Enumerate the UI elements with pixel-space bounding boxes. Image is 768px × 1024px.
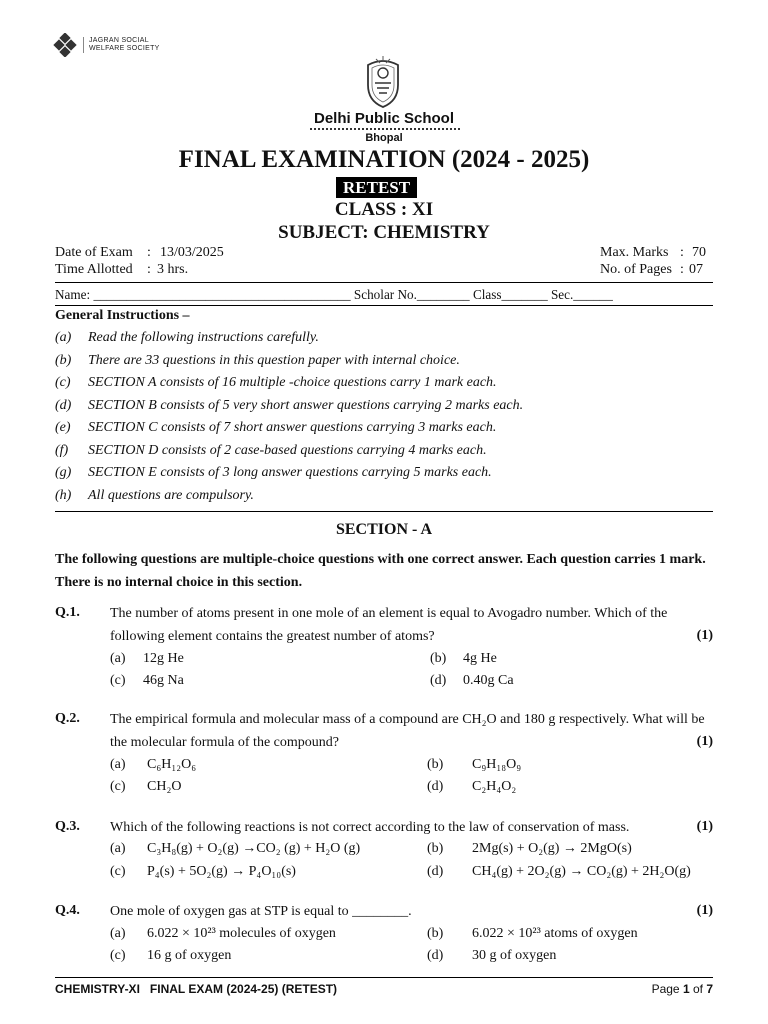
option-label: (d): [427, 948, 444, 963]
footer-divider: [55, 977, 713, 978]
time-label: Time Allotted: [55, 262, 133, 277]
exam-title: FINAL EXAMINATION (2024 - 2025): [178, 146, 590, 173]
option-text: CH₄(g) + 2O₂(g) → CO₂(g) + 2H₂O(g): [472, 864, 691, 879]
question-marks: (1): [696, 903, 713, 918]
option-label: (b): [427, 841, 444, 856]
option-label: (c): [110, 779, 126, 794]
time-value: 3 hrs.: [157, 262, 189, 277]
divider: [55, 282, 713, 283]
pages-value: 07: [689, 262, 703, 277]
school-name: Delhi Public School: [313, 110, 455, 127]
option-text: CH₂O: [147, 779, 182, 794]
subject-label: SUBJECT: CHEMISTRY: [278, 222, 490, 243]
question-text: Which of the following reactions is not correct according to the law of conservation of mass.: [110, 820, 630, 835]
option-label: (a): [110, 651, 126, 666]
question-text: The number of atoms present in one mole of an element is equal to Avogadro number. Which of the following element contains the greatest number of atoms?: [110, 606, 668, 644]
question-number: Q.4.: [55, 903, 80, 918]
divider: [55, 511, 713, 512]
option-text: 30 g of oxygen: [472, 948, 557, 963]
date-label: Date of Exam: [55, 245, 133, 260]
section-title: SECTION - A: [335, 521, 433, 538]
question-marks: (1): [696, 734, 713, 749]
option-text: 0.40g Ca: [463, 673, 514, 688]
instruction-item: (g) SECTION E consists of 3 long answer questions carrying 5 marks each.: [55, 465, 492, 480]
school-name-underline: [310, 128, 460, 130]
option-label: (d): [427, 864, 444, 879]
option-label: (c): [110, 864, 126, 879]
marks-label: Max. Marks: [600, 245, 669, 260]
marks-value: 70: [692, 245, 706, 260]
question-text: The empirical formula and molecular mass of a compound are CH₂O and 180 g respectively. What will be the molecular formula of the compound?: [110, 712, 705, 750]
instructions-heading: General Instructions –: [55, 308, 190, 323]
option-label: (a): [110, 757, 126, 772]
option-text: 6.022 × 10²³ atoms of oxygen: [472, 926, 638, 941]
instruction-item: (b) There are 33 questions in this question paper with internal choice.: [55, 353, 460, 368]
option-label: (c): [110, 673, 126, 688]
page-indicator: Page 1 of 7: [651, 982, 713, 996]
option-label: (c): [110, 948, 126, 963]
option-text: C₃H₈(g) + O₂(g) →CO₂ (g) + H₂O (g): [147, 841, 361, 856]
society-logo-text: JAGRAN SOCIAL WELFARE SOCIETY: [83, 37, 160, 53]
date-colon: :: [147, 245, 151, 260]
option-text: 4g He: [463, 651, 497, 666]
footer-left: CHEMISTRY-XI FINAL EXAM (2024-25) (RETEST): [55, 982, 338, 996]
retest-badge: RETEST: [336, 177, 417, 198]
option-label: (d): [430, 673, 447, 688]
question-number: Q.2.: [55, 711, 80, 726]
instruction-item: (a) Read the following instructions carefully.: [55, 330, 319, 345]
instruction-item: (d) SECTION B consists of 5 very short answer questions carrying 2 marks each.: [55, 398, 524, 413]
option-text: 16 g of oxygen: [147, 948, 232, 963]
marks-colon: :: [680, 245, 684, 260]
option-text: 2Mg(s) + O₂(g) → 2MgO(s): [472, 841, 632, 856]
option-label: (d): [427, 779, 444, 794]
society-logo: [53, 33, 160, 57]
option-label: (a): [110, 841, 126, 856]
divider: [55, 305, 713, 306]
option-text: C₂H₄O₂: [472, 779, 517, 794]
time-colon: :: [147, 262, 151, 277]
option-text: 12g He: [143, 651, 184, 666]
student-details-line: Name: _______________________________________ Scholar No.________ Class_______ Sec.______: [55, 287, 613, 302]
option-text: P₄(s) + 5O₂(g) → P₄O₁₀(s): [147, 864, 296, 879]
section-note: The following questions are multiple-choice questions with one correct answer. Each question carries 1 mark. There is no internal choice in this section.: [55, 552, 706, 590]
option-label: (b): [427, 926, 444, 941]
question-marks: (1): [696, 628, 713, 643]
question-text: One mole of oxygen gas at STP is equal to ________.: [110, 904, 412, 919]
option-text: 6.022 × 10²³ molecules of oxygen: [147, 926, 336, 941]
school-crest-icon: [358, 55, 408, 109]
school-city: Bhopal: [365, 132, 403, 144]
date-value: 13/03/2025: [160, 245, 224, 260]
pages-label: No. of Pages: [600, 262, 672, 277]
question-number: Q.3.: [55, 819, 80, 834]
instruction-item: (h) All questions are compulsory.: [55, 488, 254, 503]
option-text: C₉H₁₈O₉: [472, 757, 522, 772]
option-label: (a): [110, 926, 126, 941]
instruction-item: (c) SECTION A consists of 16 multiple -choice questions carry 1 mark each.: [55, 375, 497, 390]
question-marks: (1): [696, 819, 713, 834]
option-label: (b): [427, 757, 444, 772]
instruction-item: (e) SECTION C consists of 7 short answer questions carrying 3 marks each.: [55, 420, 497, 435]
option-text: C₆H₁₂O₆: [147, 757, 197, 772]
option-label: (b): [430, 651, 447, 666]
option-text: 46g Na: [143, 673, 184, 688]
pages-colon: :: [680, 262, 684, 277]
instruction-item: (f) SECTION D consists of 2 case-based questions carrying 4 marks each.: [55, 443, 487, 458]
society-diamond-icon: [53, 33, 77, 57]
question-number: Q.1.: [55, 605, 80, 620]
class-label: CLASS : XI: [334, 199, 434, 220]
